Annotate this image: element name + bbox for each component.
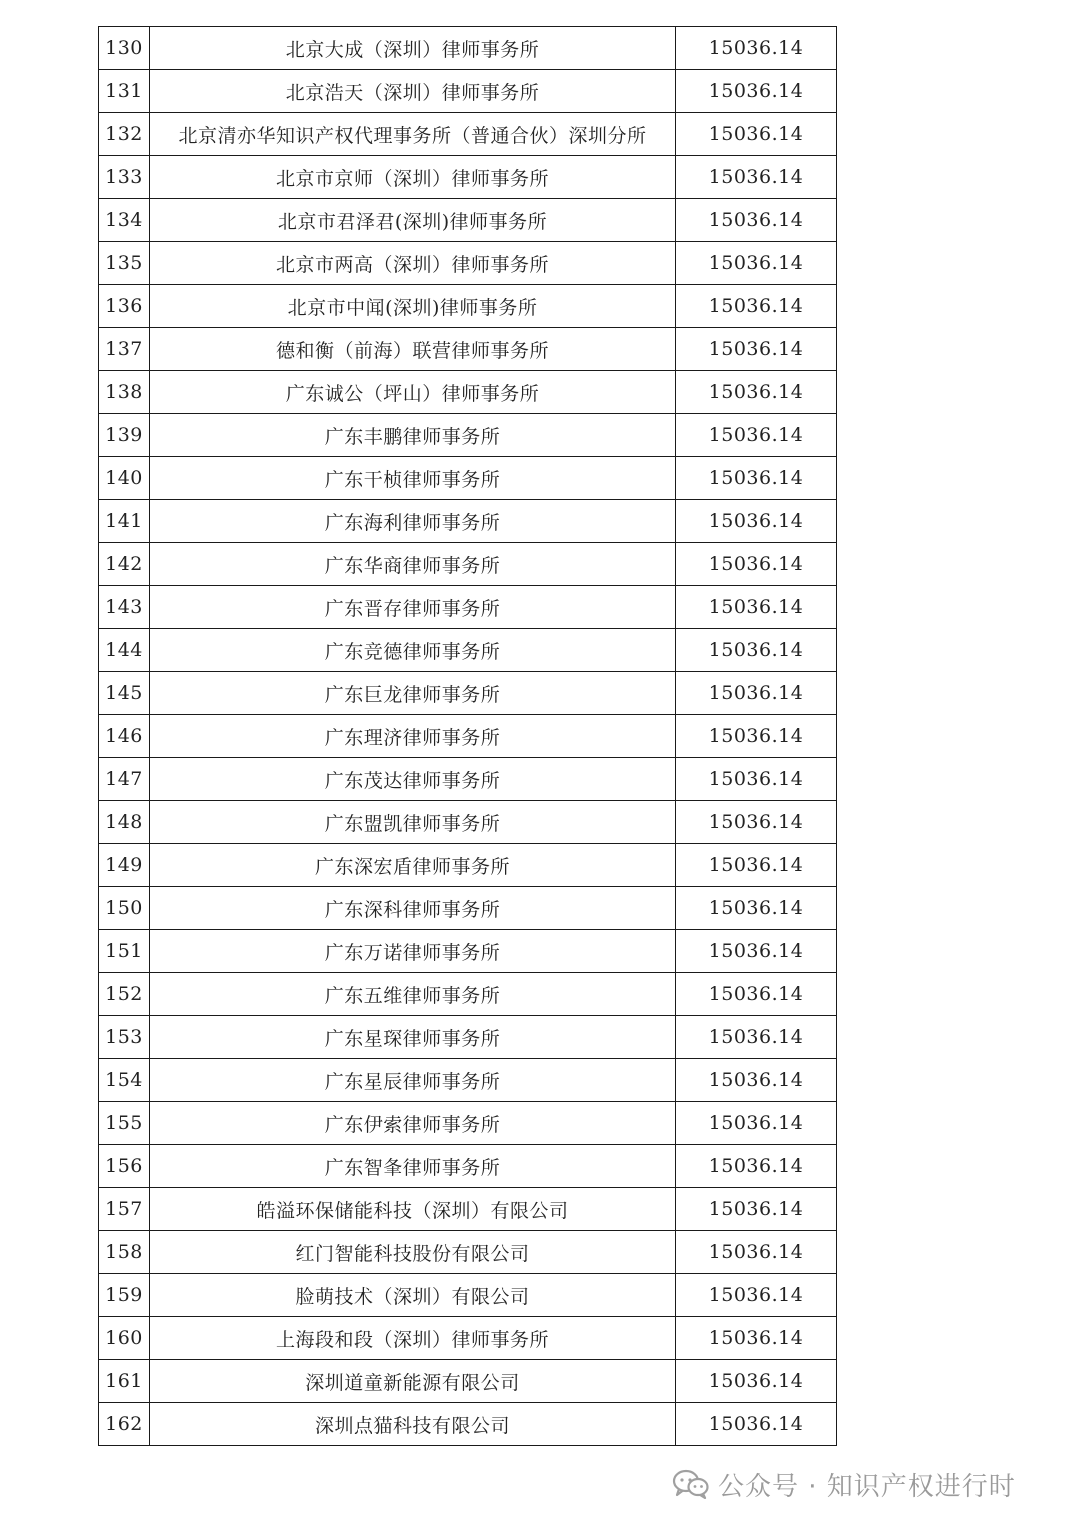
table-row [99,1059,837,1102]
organization-name-cell: 北京清亦华知识产权代理事务所（普通合伙）深圳分所 [150,113,676,156]
organization-name-cell: 广东干桢律师事务所 [150,457,676,500]
row-number-cell: 156 [99,1145,150,1188]
row-number-cell: 159 [99,1274,150,1317]
watermark-text: 公众号 · 知识产权进行时 [718,1471,1016,1502]
organization-name-cell: 北京市两高（深圳）律师事务所 [150,242,676,285]
organization-name-cell: 北京市君泽君(深圳)律师事务所 [150,199,676,242]
table-row [99,371,837,414]
amount-cell: 15036.14 [676,457,837,500]
amount-cell: 15036.14 [676,371,837,414]
table-row [99,414,837,457]
organization-name-cell: 广东海利律师事务所 [150,500,676,543]
table-row [99,113,837,156]
table-row [99,672,837,715]
table-row [99,70,837,113]
row-number-cell: 160 [99,1317,150,1360]
row-number-cell: 142 [99,543,150,586]
row-number-cell: 151 [99,930,150,973]
table-row [99,801,837,844]
organization-name-cell: 广东晋存律师事务所 [150,586,676,629]
organization-name-cell: 广东盟凯律师事务所 [150,801,676,844]
wechat-icon [672,1469,710,1499]
row-number-cell: 152 [99,973,150,1016]
organization-name-cell: 广东智夆律师事务所 [150,1145,676,1188]
table-row [99,629,837,672]
table-row [99,199,837,242]
organization-name-cell: 深圳道童新能源有限公司 [150,1360,676,1403]
table-row [99,1145,837,1188]
table-row [99,1403,837,1446]
amount-cell: 15036.14 [676,1360,837,1403]
row-number-cell: 146 [99,715,150,758]
table-row [99,156,837,199]
table-body [99,27,837,1446]
row-number-cell: 149 [99,844,150,887]
amount-cell: 15036.14 [676,844,837,887]
document-sheet [98,26,836,1446]
row-number-cell: 143 [99,586,150,629]
amount-cell: 15036.14 [676,113,837,156]
row-number-cell: 145 [99,672,150,715]
amount-cell: 15036.14 [676,930,837,973]
amount-cell: 15036.14 [676,1102,837,1145]
row-number-cell: 148 [99,801,150,844]
organization-name-cell: 广东诚公（坪山）律师事务所 [150,371,676,414]
organization-name-cell: 广东万诺律师事务所 [150,930,676,973]
organization-name-cell: 皓溢环保储能科技（深圳）有限公司 [150,1188,676,1231]
amount-cell: 15036.14 [676,672,837,715]
table-row [99,1274,837,1317]
table-row [99,500,837,543]
amount-cell: 15036.14 [676,973,837,1016]
table-row [99,285,837,328]
table-row [99,1317,837,1360]
amount-cell: 15036.14 [676,1016,837,1059]
amount-cell: 15036.14 [676,1317,837,1360]
table-row [99,586,837,629]
amount-cell: 15036.14 [676,887,837,930]
row-number-cell: 135 [99,242,150,285]
organization-name-cell: 广东茂达律师事务所 [150,758,676,801]
row-number-cell: 144 [99,629,150,672]
organization-name-cell: 上海段和段（深圳）律师事务所 [150,1317,676,1360]
organization-name-cell: 广东深宏盾律师事务所 [150,844,676,887]
amount-cell: 15036.14 [676,543,837,586]
organization-name-cell: 深圳点猫科技有限公司 [150,1403,676,1446]
organization-name-cell: 广东伊索律师事务所 [150,1102,676,1145]
amount-cell: 15036.14 [676,1059,837,1102]
row-number-cell: 134 [99,199,150,242]
amount-cell: 15036.14 [676,758,837,801]
table-row [99,242,837,285]
table-row [99,328,837,371]
amount-cell: 15036.14 [676,199,837,242]
organization-name-cell: 广东竞德律师事务所 [150,629,676,672]
amount-cell: 15036.14 [676,586,837,629]
amount-cell: 15036.14 [676,1274,837,1317]
row-number-cell: 133 [99,156,150,199]
row-number-cell: 138 [99,371,150,414]
row-number-cell: 137 [99,328,150,371]
row-number-cell: 131 [99,70,150,113]
table-row [99,457,837,500]
amount-cell: 15036.14 [676,715,837,758]
organization-name-cell: 北京市中闻(深圳)律师事务所 [150,285,676,328]
organization-name-cell: 北京浩天（深圳）律师事务所 [150,70,676,113]
table-row [99,1360,837,1403]
amount-cell: 15036.14 [676,801,837,844]
amount-cell: 15036.14 [676,414,837,457]
row-number-cell: 132 [99,113,150,156]
table-row [99,887,837,930]
table-row [99,758,837,801]
organization-name-cell: 广东华商律师事务所 [150,543,676,586]
row-number-cell: 147 [99,758,150,801]
amount-cell: 15036.14 [676,1145,837,1188]
organization-name-cell: 广东理济律师事务所 [150,715,676,758]
organization-name-cell: 广东丰鹏律师事务所 [150,414,676,457]
organization-name-cell: 广东五维律师事务所 [150,973,676,1016]
table-row [99,1231,837,1274]
organization-name-cell: 德和衡（前海）联营律师事务所 [150,328,676,371]
table-row [99,973,837,1016]
row-number-cell: 155 [99,1102,150,1145]
organization-name-cell: 红门智能科技股份有限公司 [150,1231,676,1274]
amount-cell: 15036.14 [676,1188,837,1231]
row-number-cell: 140 [99,457,150,500]
row-number-cell: 162 [99,1403,150,1446]
organization-name-cell: 广东深科律师事务所 [150,887,676,930]
amount-cell: 15036.14 [676,285,837,328]
row-number-cell: 154 [99,1059,150,1102]
amount-cell: 15036.14 [676,156,837,199]
amount-cell: 15036.14 [676,1403,837,1446]
row-number-cell: 139 [99,414,150,457]
organization-name-cell: 北京大成（深圳）律师事务所 [150,27,676,70]
row-number-cell: 136 [99,285,150,328]
row-number-cell: 158 [99,1231,150,1274]
amount-cell: 15036.14 [676,629,837,672]
amount-cell: 15036.14 [676,1231,837,1274]
amount-cell: 15036.14 [676,242,837,285]
table-row [99,1016,837,1059]
amount-cell: 15036.14 [676,500,837,543]
table-row [99,1102,837,1145]
organization-name-cell: 脸萌技术（深圳）有限公司 [150,1274,676,1317]
amount-cell: 15036.14 [676,328,837,371]
row-number-cell: 130 [99,27,150,70]
table-row [99,930,837,973]
row-number-cell: 150 [99,887,150,930]
organization-name-cell: 广东星辰律师事务所 [150,1059,676,1102]
row-number-cell: 153 [99,1016,150,1059]
amount-cell: 15036.14 [676,27,837,70]
table-row [99,715,837,758]
row-number-cell: 157 [99,1188,150,1231]
watermark [672,1462,1016,1506]
row-number-cell: 161 [99,1360,150,1403]
amount-cell: 15036.14 [676,70,837,113]
organization-name-cell: 广东巨龙律师事务所 [150,672,676,715]
organization-name-cell: 北京市京师（深圳）律师事务所 [150,156,676,199]
table-row [99,844,837,887]
table-row [99,543,837,586]
table-row [99,1188,837,1231]
table-row [99,27,837,70]
subsidy-table [98,26,837,1446]
organization-name-cell: 广东星琛律师事务所 [150,1016,676,1059]
row-number-cell: 141 [99,500,150,543]
